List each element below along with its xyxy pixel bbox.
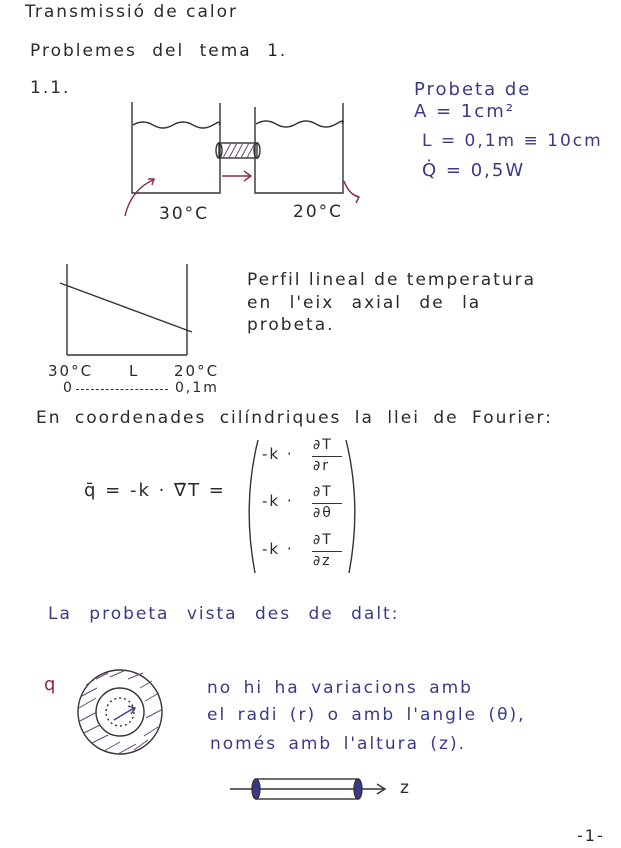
profile-desc-line2: en l'eix axial de la — [247, 293, 482, 313]
fourier-row1-den: ∂r — [313, 458, 330, 474]
topview-line1: no hi ha variacions amb — [207, 678, 473, 698]
profile-axis-dashes — [76, 389, 168, 390]
page-title: Transmissió de calor — [25, 2, 238, 22]
profile-left-temp: 30°C — [48, 362, 94, 380]
specimen-area: A = 1cm² — [414, 101, 515, 122]
fourier-row2-bar — [312, 503, 342, 504]
fourier-row2-den: ∂θ — [313, 505, 333, 521]
fourier-intro: En coordenades cilíndriques la llei de Fourier: — [36, 408, 553, 428]
specimen-hatch — [223, 143, 255, 158]
water-wave-cold — [256, 121, 343, 127]
specimen-length: L = 0,1m ≡ 10cm — [422, 131, 603, 151]
tank-diagram — [132, 102, 343, 193]
hot-tank — [132, 102, 220, 193]
topview-line2: el radi (r) o amb l'angle (θ), — [207, 705, 526, 725]
fourier-row3-den: ∂z — [313, 553, 332, 569]
page-number: -1- — [577, 826, 605, 845]
profile-graph — [60, 264, 192, 355]
linear-profile-line — [60, 283, 192, 332]
profile-desc-line3: probeta. — [247, 315, 335, 335]
profile-right-temp: 20°C — [174, 362, 220, 380]
fourier-row3-num: ∂T — [313, 532, 333, 548]
temp-hot-label: 30°C — [159, 204, 210, 224]
fourier-lhs: q̄ = -k · ∇̄T = — [84, 480, 226, 501]
top-view-circle — [78, 670, 162, 754]
topview-heading: La probeta vista des de dalt: — [48, 604, 400, 624]
fourier-row2-prefix: -k · — [262, 492, 294, 510]
profile-desc-line1: Perfil lineal de temperatura — [247, 270, 536, 290]
cold-tank — [255, 103, 343, 193]
z-axis-label: z — [400, 778, 411, 798]
z-axis-rod — [230, 779, 385, 799]
fourier-row3-bar — [312, 551, 342, 552]
water-wave-hot — [133, 122, 220, 128]
fourier-row1-num: ∂T — [313, 437, 333, 453]
fourier-row1-bar — [312, 456, 342, 457]
subtitle: Problemes del tema 1. — [30, 41, 288, 61]
profile-mid-label: L — [129, 362, 140, 380]
fourier-row1-prefix: -k · — [262, 445, 294, 463]
temp-cold-label: 20°C — [293, 202, 344, 222]
topview-line3: només amb l'altura (z). — [210, 734, 467, 754]
profile-axis-end: 0,1m — [175, 380, 219, 396]
specimen-heat: Q̇ = 0,5W — [422, 160, 526, 181]
problem-number: 1.1. — [30, 78, 71, 98]
profile-axis-start: 0 — [63, 380, 74, 396]
specimen-label: Probeta de — [414, 79, 532, 100]
fourier-row3-prefix: -k · — [262, 540, 294, 558]
fourier-row2-num: ∂T — [313, 484, 333, 500]
topview-q-label: q — [44, 674, 58, 695]
